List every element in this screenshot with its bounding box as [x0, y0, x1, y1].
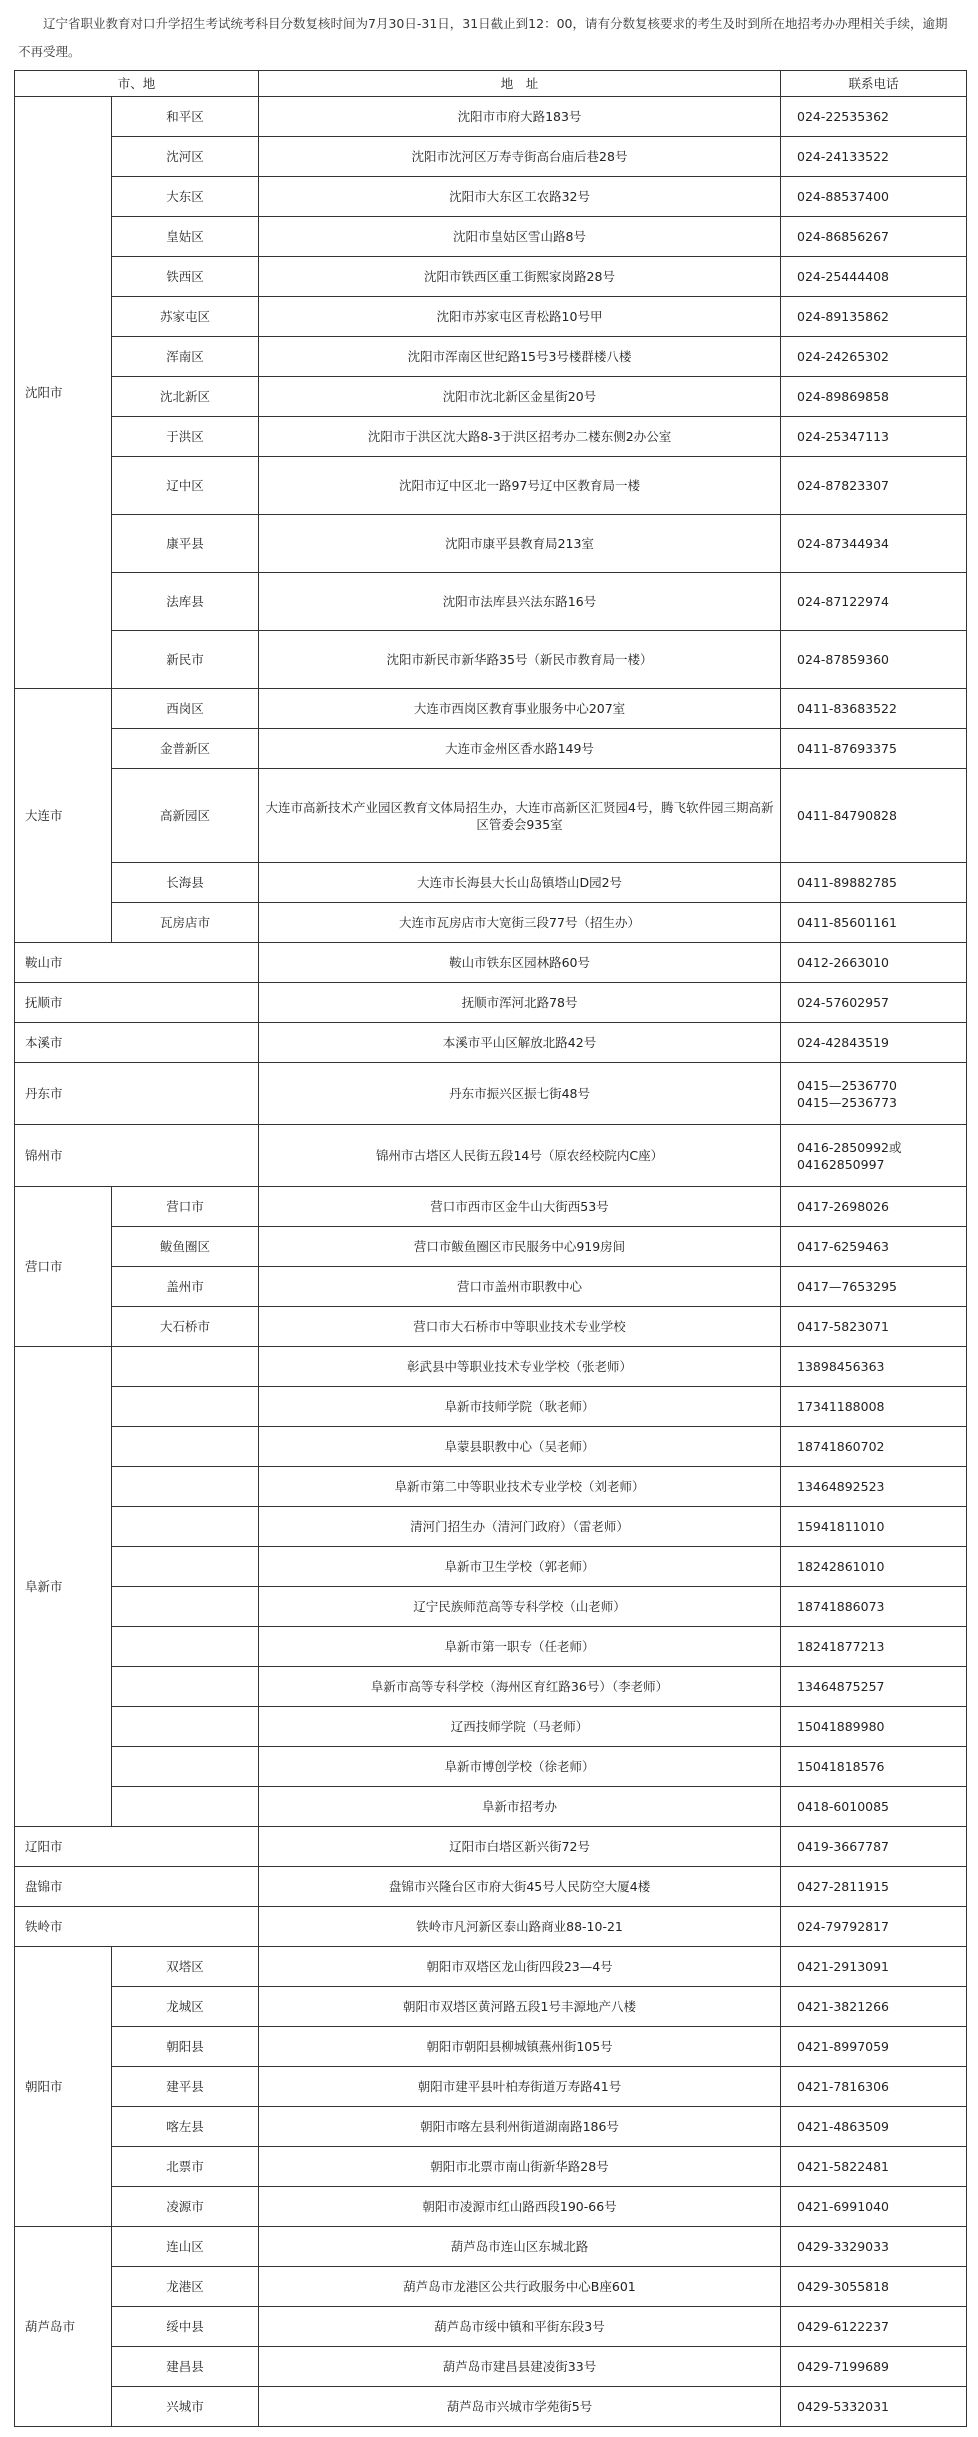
table-row — [15, 417, 967, 457]
phone-cell — [781, 1267, 967, 1307]
city-cell: 朝阳市 — [15, 1947, 112, 2227]
phone-number: 0421-7816306 — [797, 2079, 890, 2094]
district-cell: 西岗区 — [112, 689, 259, 729]
phone-number: 024-87823307 — [797, 478, 890, 493]
table-row — [15, 903, 967, 943]
address-cell: 沈阳市新民市新华路35号（新民市教育局一楼） — [259, 631, 781, 689]
phone-number: 024-89869858 — [797, 389, 890, 404]
district-cell: 瓦房店市 — [112, 903, 259, 943]
table-row — [15, 2347, 967, 2387]
table-row — [15, 1787, 967, 1827]
address-cell: 阜新市博创学校（徐老师） — [259, 1747, 781, 1787]
district-cell: 盖州市 — [112, 1267, 259, 1307]
table-row — [15, 1467, 967, 1507]
phone-number: 024-86856267 — [797, 229, 890, 244]
phone-cell — [781, 177, 967, 217]
table-row — [15, 1667, 967, 1707]
phone-number: 0427-2811915 — [797, 1879, 890, 1894]
phone-number: 0421-4863509 — [797, 2119, 890, 2134]
table-row — [15, 1307, 967, 1347]
district-cell: 法库县 — [112, 573, 259, 631]
table-row — [15, 257, 967, 297]
address-cell: 营口市西市区金牛山大街西53号 — [259, 1187, 781, 1227]
table-row — [15, 1387, 967, 1427]
address-cell: 沈阳市苏家屯区青松路10号甲 — [259, 297, 781, 337]
table-row — [15, 983, 967, 1023]
phone-number: 024-22535362 — [797, 109, 890, 124]
city-cell: 本溪市 — [15, 1023, 259, 1063]
address-cell: 大连市瓦房店市大宽街三段77号（招生办） — [259, 903, 781, 943]
phone-number: 0411-83683522 — [797, 701, 897, 716]
address-cell: 沈阳市于洪区沈大路8-3于洪区招考办二楼东侧2办公室 — [259, 417, 781, 457]
phone-cell — [781, 689, 967, 729]
district-cell: 苏家屯区 — [112, 297, 259, 337]
phone-number: 0421-5822481 — [797, 2159, 890, 2174]
phone-number: 0417-6259463 — [797, 1239, 890, 1254]
address-cell: 沈阳市皇姑区雪山路8号 — [259, 217, 781, 257]
phone-number: 0421-6991040 — [797, 2199, 890, 2214]
phone-number: 0417—7653295 — [797, 1279, 897, 1294]
phone-cell — [781, 137, 967, 177]
address-cell: 大连市高新技术产业园区教育文体局招生办，大连市高新区汇贤园4号，腾飞软件园三期高新区管委会935室 — [259, 769, 781, 863]
city-cell: 盘锦市 — [15, 1867, 259, 1907]
table-row — [15, 1587, 967, 1627]
table-row — [15, 1427, 967, 1467]
phone-cell — [781, 2227, 967, 2267]
phone-number: 04162850997 — [797, 1156, 885, 1172]
district-cell: 辽中区 — [112, 457, 259, 515]
district-cell: 新民市 — [112, 631, 259, 689]
district-cell: 于洪区 — [112, 417, 259, 457]
district-cell: 龙城区 — [112, 1987, 259, 2027]
address-cell: 营口市盖州市职教中心 — [259, 1267, 781, 1307]
phone-cell — [781, 1347, 967, 1387]
phone-cell — [781, 729, 967, 769]
table-row — [15, 863, 967, 903]
address-cell: 沈阳市大东区工农路32号 — [259, 177, 781, 217]
address-cell: 丹东市振兴区振七街48号 — [259, 1063, 781, 1125]
phone-cell — [781, 377, 967, 417]
address-cell: 阜新市卫生学校（郭老师） — [259, 1547, 781, 1587]
district-cell: 连山区 — [112, 2227, 259, 2267]
district-cell — [112, 1347, 259, 1387]
phone-number: 13898456363 — [797, 1359, 885, 1374]
phone-cell — [781, 257, 967, 297]
table-row — [15, 2267, 967, 2307]
address-cell: 彰武县中等职业技术专业学校（张老师） — [259, 1347, 781, 1387]
phone-number: 18242861010 — [797, 1559, 885, 1574]
phone-number: 0415—2536770 — [797, 1077, 897, 1093]
district-cell: 凌源市 — [112, 2187, 259, 2227]
table-row — [15, 1827, 967, 1867]
phone-cell — [781, 217, 967, 257]
header-phone: 联系电话 — [781, 71, 967, 97]
phone-cell — [781, 1227, 967, 1267]
district-cell — [112, 1787, 259, 1827]
phone-cell — [781, 457, 967, 515]
address-cell: 葫芦岛市建昌县建凌街33号 — [259, 2347, 781, 2387]
phone-cell — [781, 1547, 967, 1587]
phone-cell — [781, 2187, 967, 2227]
phone-cell — [781, 2347, 967, 2387]
address-cell: 盘锦市兴隆台区市府大街45号人民防空大厦4楼 — [259, 1867, 781, 1907]
table-row — [15, 2067, 967, 2107]
district-cell: 兴城市 — [112, 2387, 259, 2427]
table-row — [15, 457, 967, 515]
district-cell — [112, 1707, 259, 1747]
address-cell: 大连市长海县大长山岛镇塔山D园2号 — [259, 863, 781, 903]
phone-number: 15041889980 — [797, 1719, 885, 1734]
table-row — [15, 1267, 967, 1307]
address-cell: 朝阳市北票市南山街新华路28号 — [259, 2147, 781, 2187]
address-cell: 朝阳市凌源市红山路西段190-66号 — [259, 2187, 781, 2227]
phone-number: 024-24265302 — [797, 349, 890, 364]
phone-number: 18741860702 — [797, 1439, 885, 1454]
address-cell: 沈阳市浑南区世纪路15号3号楼群楼八楼 — [259, 337, 781, 377]
address-cell: 沈阳市康平县教育局213室 — [259, 515, 781, 573]
district-cell — [112, 1587, 259, 1627]
phone-cell — [781, 515, 967, 573]
phone-cell — [781, 1667, 967, 1707]
table-row — [15, 769, 967, 863]
district-cell: 沈河区 — [112, 137, 259, 177]
address-cell: 沈阳市市府大路183号 — [259, 97, 781, 137]
phone-cell — [781, 1787, 967, 1827]
table-row — [15, 573, 967, 631]
city-cell: 锦州市 — [15, 1125, 259, 1187]
phone-number: 0429-3329033 — [797, 2239, 890, 2254]
district-cell: 大东区 — [112, 177, 259, 217]
table-row — [15, 1907, 967, 1947]
table-row — [15, 1747, 967, 1787]
phone-number: 0429-7199689 — [797, 2359, 890, 2374]
phone-number: 024-57602957 — [797, 995, 890, 1010]
district-cell: 营口市 — [112, 1187, 259, 1227]
city-cell: 抚顺市 — [15, 983, 259, 1023]
address-cell: 葫芦岛市连山区东城北路 — [259, 2227, 781, 2267]
phone-cell — [781, 2387, 967, 2427]
phone-cell — [781, 1507, 967, 1547]
phone-cell — [781, 863, 967, 903]
phone-cell — [781, 1063, 967, 1125]
phone-number: 0415—2536773 — [797, 1094, 897, 1110]
phone-cell — [781, 2107, 967, 2147]
phone-cell — [781, 297, 967, 337]
address-cell: 大连市金州区香水路149号 — [259, 729, 781, 769]
table-row — [15, 1867, 967, 1907]
address-cell: 辽宁民族师范高等专科学校（山老师） — [259, 1587, 781, 1627]
table-row — [15, 1187, 967, 1227]
address-cell: 阜蒙县职教中心（吴老师） — [259, 1427, 781, 1467]
notice-text: 辽宁省职业教育对口升学招生考试统考科目分数复核时间为7月30日-31日，31日截止到12：00，请有分数复核要求的考生及时到所在地招考办办理相关手续，逾期不再受理。 — [18, 16, 948, 59]
table-row — [15, 1547, 967, 1587]
phone-number: 024-25444408 — [797, 269, 890, 284]
address-cell: 沈阳市铁西区重工街熙家岗路28号 — [259, 257, 781, 297]
phone-cell — [781, 943, 967, 983]
table-row — [15, 1947, 967, 1987]
phone-cell — [781, 97, 967, 137]
phone-cell — [781, 983, 967, 1023]
header-city: 市、地 — [15, 71, 259, 97]
district-cell: 浑南区 — [112, 337, 259, 377]
phone-number: 024-87344934 — [797, 536, 890, 551]
address-cell: 阜新市招考办 — [259, 1787, 781, 1827]
table-row — [15, 729, 967, 769]
phone-cell — [781, 1627, 967, 1667]
phone-cell — [781, 1023, 967, 1063]
address-cell: 沈阳市辽中区北一路97号辽中区教育局一楼 — [259, 457, 781, 515]
table-row — [15, 137, 967, 177]
phone-cell — [781, 2067, 967, 2107]
address-cell: 葫芦岛市绥中镇和平街东段3号 — [259, 2307, 781, 2347]
district-cell — [112, 1747, 259, 1787]
phone-number: 0421-3821266 — [797, 1999, 890, 2014]
district-cell: 朝阳县 — [112, 2027, 259, 2067]
address-cell: 沈阳市沈北新区金星街20号 — [259, 377, 781, 417]
table-row — [15, 1707, 967, 1747]
address-cell: 葫芦岛市龙港区公共行政服务中心B座601 — [259, 2267, 781, 2307]
phone-number: 024-25347113 — [797, 429, 890, 444]
phone-number: 15941811010 — [797, 1519, 885, 1534]
phone-cell — [781, 1125, 967, 1187]
district-cell: 建平县 — [112, 2067, 259, 2107]
phone-cell — [781, 1467, 967, 1507]
district-cell: 铁西区 — [112, 257, 259, 297]
phone-cell — [781, 1947, 967, 1987]
district-cell: 鲅鱼圈区 — [112, 1227, 259, 1267]
table-row — [15, 2227, 967, 2267]
city-cell: 辽阳市 — [15, 1827, 259, 1867]
address-cell: 清河门招生办（清河门政府）（雷老师） — [259, 1507, 781, 1547]
table-row — [15, 515, 967, 573]
address-cell: 抚顺市浑河北路78号 — [259, 983, 781, 1023]
address-cell: 朝阳市建平县叶柏寿街道万寿路41号 — [259, 2067, 781, 2107]
phone-number: 0419-3667787 — [797, 1839, 890, 1854]
phone-cell — [781, 1427, 967, 1467]
district-cell: 喀左县 — [112, 2107, 259, 2147]
table-row — [15, 297, 967, 337]
phone-number: 18241877213 — [797, 1639, 885, 1654]
address-cell: 朝阳市喀左县利州街道湖南路186号 — [259, 2107, 781, 2147]
phone-number: 15041818576 — [797, 1759, 885, 1774]
district-cell — [112, 1507, 259, 1547]
phone-number: 024-24133522 — [797, 149, 890, 164]
address-cell: 铁岭市凡河新区泰山路商业88-10-21 — [259, 1907, 781, 1947]
phone-cell — [781, 417, 967, 457]
district-cell: 沈北新区 — [112, 377, 259, 417]
table-row — [15, 2387, 967, 2427]
phone-number: 0417-2698026 — [797, 1199, 890, 1214]
address-cell: 葫芦岛市兴城市学苑街5号 — [259, 2387, 781, 2427]
table-body — [15, 97, 967, 2427]
address-cell: 辽阳市白塔区新兴街72号 — [259, 1827, 781, 1867]
table-row — [15, 337, 967, 377]
table-row — [15, 1063, 967, 1125]
phone-number: 024-89135862 — [797, 309, 890, 324]
district-cell: 长海县 — [112, 863, 259, 903]
district-cell: 和平区 — [112, 97, 259, 137]
district-cell — [112, 1427, 259, 1467]
district-cell: 大石桥市 — [112, 1307, 259, 1347]
phone-cell — [781, 337, 967, 377]
phone-cell — [781, 1867, 967, 1907]
district-cell — [112, 1387, 259, 1427]
district-cell: 双塔区 — [112, 1947, 259, 1987]
table-header-row — [15, 71, 967, 97]
phone-number: 024-79792817 — [797, 1919, 890, 1934]
district-cell — [112, 1467, 259, 1507]
district-cell: 康平县 — [112, 515, 259, 573]
district-cell: 龙港区 — [112, 2267, 259, 2307]
city-cell: 阜新市 — [15, 1347, 112, 1827]
phone-cell — [781, 1987, 967, 2027]
table-row — [15, 2107, 967, 2147]
district-cell — [112, 1667, 259, 1707]
phone-cell — [781, 1907, 967, 1947]
phone-cell — [781, 2147, 967, 2187]
city-cell: 葫芦岛市 — [15, 2227, 112, 2427]
district-cell: 皇姑区 — [112, 217, 259, 257]
table-row — [15, 1507, 967, 1547]
address-cell: 锦州市古塔区人民街五段14号（原农经校院内C座） — [259, 1125, 781, 1187]
district-cell: 北票市 — [112, 2147, 259, 2187]
phone-cell — [781, 1387, 967, 1427]
table-row — [15, 2307, 967, 2347]
table-row — [15, 1227, 967, 1267]
address-cell: 营口市大石桥市中等职业技术专业学校 — [259, 1307, 781, 1347]
city-cell: 大连市 — [15, 689, 112, 943]
table-row — [15, 377, 967, 417]
district-cell: 金普新区 — [112, 729, 259, 769]
address-cell: 阜新市高等专科学校（海州区育红路36号）（李老师） — [259, 1667, 781, 1707]
phone-cell — [781, 2307, 967, 2347]
phone-cell — [781, 1707, 967, 1747]
table-row — [15, 97, 967, 137]
phone-number: 0411-84790828 — [797, 808, 897, 823]
address-cell: 鞍山市铁东区园林路60号 — [259, 943, 781, 983]
address-cell: 阜新市技师学院（耿老师） — [259, 1387, 781, 1427]
phone-number: 0429-3055818 — [797, 2279, 890, 2294]
table-row — [15, 1125, 967, 1187]
phone-number: 024-42843519 — [797, 1035, 890, 1050]
address-cell: 沈阳市沈河区万寿寺街高台庙后巷28号 — [259, 137, 781, 177]
phone-number: 0421-8997059 — [797, 2039, 890, 2054]
phone-number: 17341188008 — [797, 1399, 885, 1414]
city-cell: 铁岭市 — [15, 1907, 259, 1947]
phone-cell — [781, 1827, 967, 1867]
table-row — [15, 1347, 967, 1387]
phone-cell — [781, 2267, 967, 2307]
table-row — [15, 177, 967, 217]
phone-number: 13464892523 — [797, 1479, 885, 1494]
phone-number: 0421-2913091 — [797, 1959, 890, 1974]
phone-cell — [781, 2027, 967, 2067]
contact-table — [14, 70, 967, 2427]
phone-number: 0429-6122237 — [797, 2319, 890, 2334]
phone-cell — [781, 573, 967, 631]
phone-number: 0416-2850992或 — [797, 1139, 902, 1155]
address-cell: 阜新市第一职专（任老师） — [259, 1627, 781, 1667]
table-row — [15, 2187, 967, 2227]
table-row — [15, 1987, 967, 2027]
table-row — [15, 2147, 967, 2187]
phone-cell — [781, 1587, 967, 1627]
phone-cell — [781, 769, 967, 863]
address-cell: 朝阳市双塔区黄河路五段1号丰源地产八楼 — [259, 1987, 781, 2027]
phone-number: 0411-89882785 — [797, 875, 897, 890]
address-cell: 本溪市平山区解放北路42号 — [259, 1023, 781, 1063]
table-row — [15, 1023, 967, 1063]
address-cell: 阜新市第二中等职业技术专业学校（刘老师） — [259, 1467, 781, 1507]
address-cell: 营口市鲅鱼圈区市民服务中心919房间 — [259, 1227, 781, 1267]
table-row — [15, 689, 967, 729]
phone-cell — [781, 1307, 967, 1347]
city-cell: 鞍山市 — [15, 943, 259, 983]
address-cell: 辽西技师学院（马老师） — [259, 1707, 781, 1747]
phone-number: 13464875257 — [797, 1679, 885, 1694]
phone-cell — [781, 903, 967, 943]
city-cell: 丹东市 — [15, 1063, 259, 1125]
phone-number: 18741886073 — [797, 1599, 885, 1614]
district-cell — [112, 1627, 259, 1667]
city-cell: 沈阳市 — [15, 97, 112, 689]
phone-number: 0411-85601161 — [797, 915, 897, 930]
phone-number: 0417-5823071 — [797, 1319, 890, 1334]
phone-cell — [781, 631, 967, 689]
table-row — [15, 217, 967, 257]
address-cell: 朝阳市双塔区龙山街四段23—4号 — [259, 1947, 781, 1987]
district-cell: 高新园区 — [112, 769, 259, 863]
phone-number: 024-87859360 — [797, 652, 890, 667]
address-cell: 沈阳市法库县兴法东路16号 — [259, 573, 781, 631]
district-cell — [112, 1547, 259, 1587]
phone-number: 024-87122974 — [797, 594, 890, 609]
table-row — [15, 2027, 967, 2067]
header-address: 地 址 — [259, 71, 781, 97]
phone-cell — [781, 1747, 967, 1787]
table-row — [15, 943, 967, 983]
phone-number: 0412-2663010 — [797, 955, 890, 970]
table-row — [15, 631, 967, 689]
phone-cell — [781, 1187, 967, 1227]
phone-number: 0411-87693375 — [797, 741, 897, 756]
district-cell: 绥中县 — [112, 2307, 259, 2347]
city-cell: 营口市 — [15, 1187, 112, 1347]
address-cell: 朝阳市朝阳县柳城镇燕州街105号 — [259, 2027, 781, 2067]
phone-number: 0418-6010085 — [797, 1799, 890, 1814]
address-cell: 大连市西岗区教育事业服务中心207室 — [259, 689, 781, 729]
phone-number: 024-88537400 — [797, 189, 890, 204]
phone-number: 0429-5332031 — [797, 2399, 890, 2414]
district-cell: 建昌县 — [112, 2347, 259, 2387]
table-row — [15, 1627, 967, 1667]
